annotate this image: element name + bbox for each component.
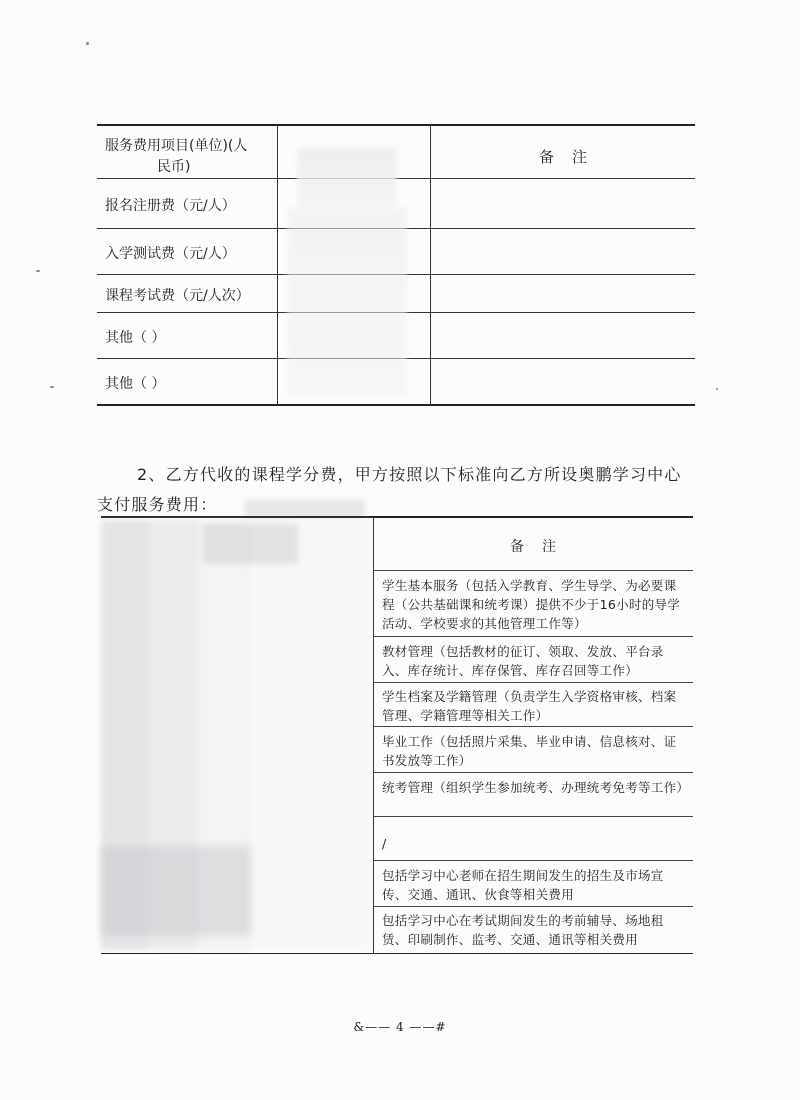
row-label: 其他（ ） [105, 330, 166, 346]
row-label: 入学测试费（元/人） [105, 246, 236, 262]
header-item-label-line2: 民币) [157, 159, 191, 175]
row-label: 其他（ ） [105, 376, 166, 392]
table-border [101, 516, 693, 518]
header-item-label [105, 136, 275, 178]
table-rule [373, 682, 693, 683]
row-remark: 包括学习中心在考试期间发生的考前辅导、场地租赁、印刷制作、监考、交通、通讯等相关费用 [382, 913, 664, 947]
redacted-area [297, 148, 397, 208]
row-remark: 学生基本服务（包括入学教育、学生导学、为必要课程（公共基础课和统考课）提供不少于16小时的导学活动、学校要求的其他管理工作等） [382, 578, 681, 631]
table-border [97, 404, 695, 406]
row-remark: 学生档案及学籍管理（负责学生入学资格审核、档案管理、学籍管理等相关工作） [382, 689, 677, 723]
page-number: &—— 4 ——# [353, 1020, 447, 1034]
table-rule [373, 636, 693, 637]
scan-speck [86, 42, 89, 45]
row-remark: 毕业工作（包括照片采集、毕业申请、信息核对、证书发放等工作） [382, 734, 677, 768]
row-label: 报名注册费（元/人） [105, 198, 236, 214]
row-remark: 教材管理（包括教材的征订、领取、发放、平台录入、库存统计、库存保管、库存召回等工作） [382, 644, 664, 678]
table-border [97, 124, 695, 126]
row-remark: 包括学习中心老师在招生期间发生的招生及市场宣传、交通、通讯、伙食等相关费用 [382, 868, 664, 902]
table-column-rule [373, 516, 374, 954]
scan-speck [36, 270, 40, 272]
service-fee-table [97, 124, 695, 406]
table-border [101, 953, 693, 954]
course-fee-table [101, 516, 693, 954]
row-label: 课程考试费（元/人次） [105, 288, 250, 304]
clause-paragraph: 2、乙方代收的课程学分费，甲方按照以下标准向乙方所设奥鹏学习中心支付服务费用： [97, 465, 682, 514]
table-rule [373, 726, 693, 727]
redacted-area [287, 208, 407, 398]
table-rule [373, 906, 693, 907]
table-rule [373, 816, 693, 817]
table-rule [373, 772, 693, 773]
table-rule [373, 570, 693, 571]
header-remark: 备注 [538, 148, 605, 166]
row-remark: / [382, 836, 387, 851]
scan-speck [716, 388, 718, 390]
header-item-label-line1: 服务费用项目(单位)(人 [105, 138, 248, 154]
header-remark: 备注 [510, 539, 574, 555]
row-remark: 统考管理（组织学生参加统考、办理统考免考等工作） [382, 780, 690, 795]
table-column-rule [277, 124, 278, 406]
redacted-area [203, 524, 298, 564]
table-rule [373, 860, 693, 861]
scan-speck [50, 386, 54, 388]
redacted-area [101, 846, 251, 936]
